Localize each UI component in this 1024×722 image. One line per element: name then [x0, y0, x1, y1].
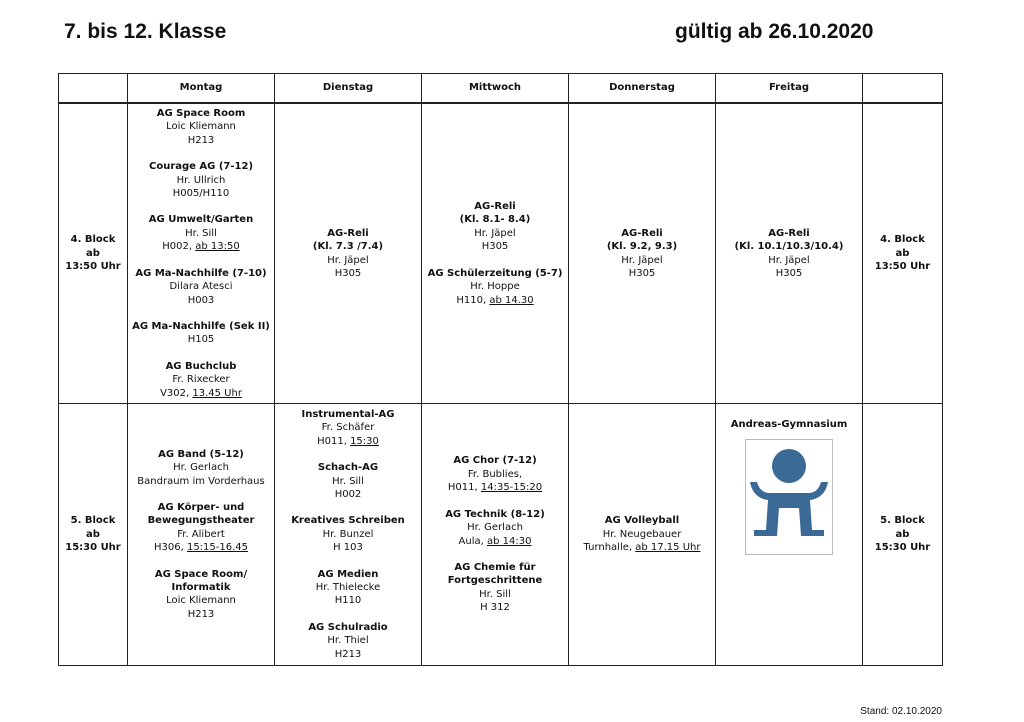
ag-entry [277, 568, 419, 608]
ag-title: AG-Reli [621, 227, 663, 239]
ag-detail: Hr. Hoppe [470, 281, 520, 293]
ag-title: AG Technik (8-12) [445, 508, 545, 520]
ag-entry [130, 360, 272, 400]
ag-title: AG Schülerzeitung (5-7) [427, 267, 563, 279]
ag-entry [424, 454, 566, 494]
cell-block5-freitag [716, 404, 863, 666]
andreas-gymnasium-logo-icon [746, 440, 832, 554]
ag-title: AG Chemie für [454, 561, 536, 573]
ag-title: Fortgeschrittene [447, 575, 543, 587]
ag-detail: Fr. Bublies, [467, 468, 523, 480]
ag-title: (Kl. 8.1- 8.4) [459, 214, 531, 226]
ag-entry [130, 160, 272, 200]
ag-detail: Hr. Jäpel [768, 254, 810, 266]
ag-title: Kreatives Schreiben [291, 515, 405, 527]
ag-entry [277, 461, 419, 501]
ag-title: AG Körper- und [157, 501, 245, 513]
block-label-line: 5. Block [70, 515, 116, 527]
ag-detail: Hr. Ullrich [176, 174, 226, 186]
cell-block5-donnerstag [569, 404, 716, 666]
ag-room: Turnhalle, [583, 542, 636, 554]
cell-block4-dienstag [275, 103, 422, 404]
ag-detail: H213 [187, 134, 215, 146]
ag-title: AG Band (5-12) [158, 448, 244, 460]
ag-detail: Loic Kliemann [166, 595, 236, 607]
ag-entry [424, 267, 566, 307]
ag-time: 13.45 Uhr [192, 387, 242, 399]
ag-title: AG-Reli [474, 201, 516, 213]
block-label-line: 4. Block [70, 234, 116, 246]
ag-title: AG-Reli [327, 227, 369, 239]
ag-entry [718, 227, 860, 281]
ag-entry [277, 621, 419, 661]
page-title: 7. bis 12. Klasse [64, 20, 227, 43]
ag-detail: H305 [481, 241, 509, 253]
ag-detail: Hr. Thielecke [315, 582, 381, 594]
ag-detail: H305 [775, 267, 803, 279]
stand-date: Stand: 02.10.2020 [860, 706, 942, 717]
ag-title: AG Ma-Nachhilfe (7-10) [135, 267, 267, 279]
ag-time: 14:35-15:20 [480, 482, 543, 494]
block-label-line: 5. Block [880, 515, 925, 527]
ag-detail: H213 [187, 608, 215, 620]
ag-title: AG Buchclub [165, 360, 237, 372]
row-block-5 [59, 404, 943, 666]
ag-time: ab 14:30 [486, 535, 532, 547]
ag-detail: H110 [334, 595, 362, 607]
ag-title: (Kl. 7.3 /7.4) [312, 241, 384, 253]
ag-entry [130, 213, 272, 253]
ag-detail: Hr. Sill [332, 475, 364, 487]
block-4-label-left [59, 103, 128, 404]
school-logo [745, 439, 833, 555]
ag-detail: Fr. Schäfer [321, 422, 375, 434]
timetable [58, 73, 943, 666]
ag-detail: Loic Kliemann [166, 121, 236, 133]
ag-title: AG Volleyball [604, 515, 680, 527]
ag-title: AG Space Room [156, 108, 246, 120]
ag-detail: H003 [187, 294, 215, 306]
cell-block4-mittwoch [422, 103, 569, 404]
ag-detail: Hr. Neugebauer [602, 528, 682, 540]
school-name: Andreas-Gymnasium [730, 419, 848, 430]
ag-title: AG Medien [317, 568, 379, 580]
ag-room-time [130, 387, 272, 400]
ag-detail: Hr. Sill [185, 227, 217, 239]
ag-title: Informatik [171, 582, 231, 594]
ag-title: AG Ma-Nachhilfe (Sek II) [132, 320, 270, 332]
cell-block5-dienstag [275, 404, 422, 666]
cell-block4-donnerstag [569, 103, 716, 404]
column-header-montag: Montag [128, 74, 275, 104]
ag-room: H306, [153, 542, 187, 554]
block-5-label-left [59, 404, 128, 666]
ag-title: AG-Reli [768, 227, 810, 239]
ag-entry [130, 448, 272, 488]
ag-title: Schach-AG [317, 462, 379, 474]
ag-detail: Hr. Thiel [327, 635, 369, 647]
ag-entry [277, 227, 419, 281]
valid-from-date: gültig ab 26.10.2020 [675, 20, 874, 43]
ag-title: Courage AG (7-12) [148, 161, 254, 173]
ag-room: H011, [447, 482, 481, 494]
block-label-line: 4. Block [880, 234, 925, 246]
ag-detail: Hr. Gerlach [173, 462, 229, 474]
cell-block5-mittwoch [422, 404, 569, 666]
ag-detail: Fr. Alibert [177, 528, 225, 540]
block-label-line: ab [86, 247, 100, 259]
corner-header-left [59, 74, 128, 104]
ag-entry [571, 227, 713, 281]
column-header-donnerstag: Donnerstag [569, 74, 716, 104]
ag-entry [130, 568, 272, 622]
ag-room-time [424, 481, 566, 494]
corner-header-right [863, 74, 943, 104]
ag-title: Bewegungstheater [147, 515, 255, 527]
logo-figure [750, 449, 828, 536]
ag-room: V302, [160, 387, 193, 399]
block-label-line: 13:50 Uhr [65, 261, 121, 273]
ag-title: AG Chor (7-12) [453, 455, 537, 467]
ag-detail: Hr. Jäpel [621, 254, 663, 266]
ag-room: Aula, [458, 535, 487, 547]
ag-time: 15:15-16.45 [186, 542, 249, 554]
row-block-4 [59, 103, 943, 404]
ag-time: 15:30 [350, 435, 379, 447]
ag-detail: H 312 [480, 602, 510, 614]
ag-entry [277, 408, 419, 448]
ag-time: ab 17.15 Uhr [635, 542, 701, 554]
block-label-line: ab [895, 247, 910, 259]
ag-room-time [130, 541, 272, 554]
ag-detail: Fr. Rixecker [172, 374, 230, 386]
ag-entry [424, 200, 566, 254]
header-row [59, 74, 943, 104]
ag-detail: Hr. Sill [479, 588, 511, 600]
ag-room: H002, [162, 241, 196, 253]
ag-entry [424, 561, 566, 615]
cell-block4-montag [128, 103, 275, 404]
ag-detail: H305 [334, 267, 362, 279]
ag-detail: H305 [628, 267, 656, 279]
block-label-line: ab [86, 528, 100, 540]
ag-title: (Kl. 10.1/10.3/10.4) [734, 241, 844, 253]
cell-block5-montag [128, 404, 275, 666]
ag-detail: Hr. Gerlach [467, 522, 523, 534]
block-label-line: 15:30 Uhr [65, 542, 121, 554]
ag-title: AG Schulradio [308, 621, 388, 633]
ag-entry [130, 320, 272, 347]
block-label-line: ab [895, 528, 910, 540]
column-header-mittwoch: Mittwoch [422, 74, 569, 104]
ag-title: Instrumental-AG [301, 408, 395, 420]
ag-room-time [424, 294, 566, 307]
ag-room-time [130, 240, 272, 253]
block-label-line: 13:50 Uhr [874, 261, 931, 273]
ag-room-time [277, 435, 419, 448]
ag-time: ab 13:50 [195, 241, 240, 253]
block-5-label-right [863, 404, 943, 666]
ag-room-time [571, 541, 713, 554]
ag-entry [130, 107, 272, 147]
ag-title: (Kl. 9.2, 9.3) [606, 241, 678, 253]
ag-room: H011, [317, 435, 351, 447]
ag-time: ab 14.30 [489, 294, 534, 306]
ag-entry [424, 508, 566, 548]
ag-entry [130, 501, 272, 555]
ag-detail: H002 [334, 488, 362, 500]
ag-detail: H 103 [333, 542, 363, 554]
ag-entry [130, 267, 272, 307]
ag-detail: H105 [187, 334, 215, 346]
ag-detail: Dilara Atesci [169, 281, 233, 293]
column-header-freitag: Freitag [716, 74, 863, 104]
column-header-dienstag: Dienstag [275, 74, 422, 104]
cell-block4-freitag [716, 103, 863, 404]
ag-detail: H213 [334, 648, 362, 660]
ag-entry [571, 514, 713, 554]
ag-detail: Bandraum im Vorderhaus [137, 475, 265, 487]
ag-title: AG Space Room/ [154, 568, 248, 580]
block-label-line: 15:30 Uhr [874, 542, 931, 554]
ag-detail: Hr. Jäpel [327, 254, 369, 266]
ag-detail: H005/H110 [172, 188, 230, 200]
ag-entry [277, 514, 419, 554]
ag-detail: Hr. Bunzel [322, 528, 374, 540]
ag-room-time [424, 535, 566, 548]
ag-room: H110, [456, 294, 490, 306]
block-4-label-right [863, 103, 943, 404]
ag-detail: Hr. Jäpel [474, 227, 516, 239]
ag-title: AG Umwelt/Garten [148, 214, 254, 226]
